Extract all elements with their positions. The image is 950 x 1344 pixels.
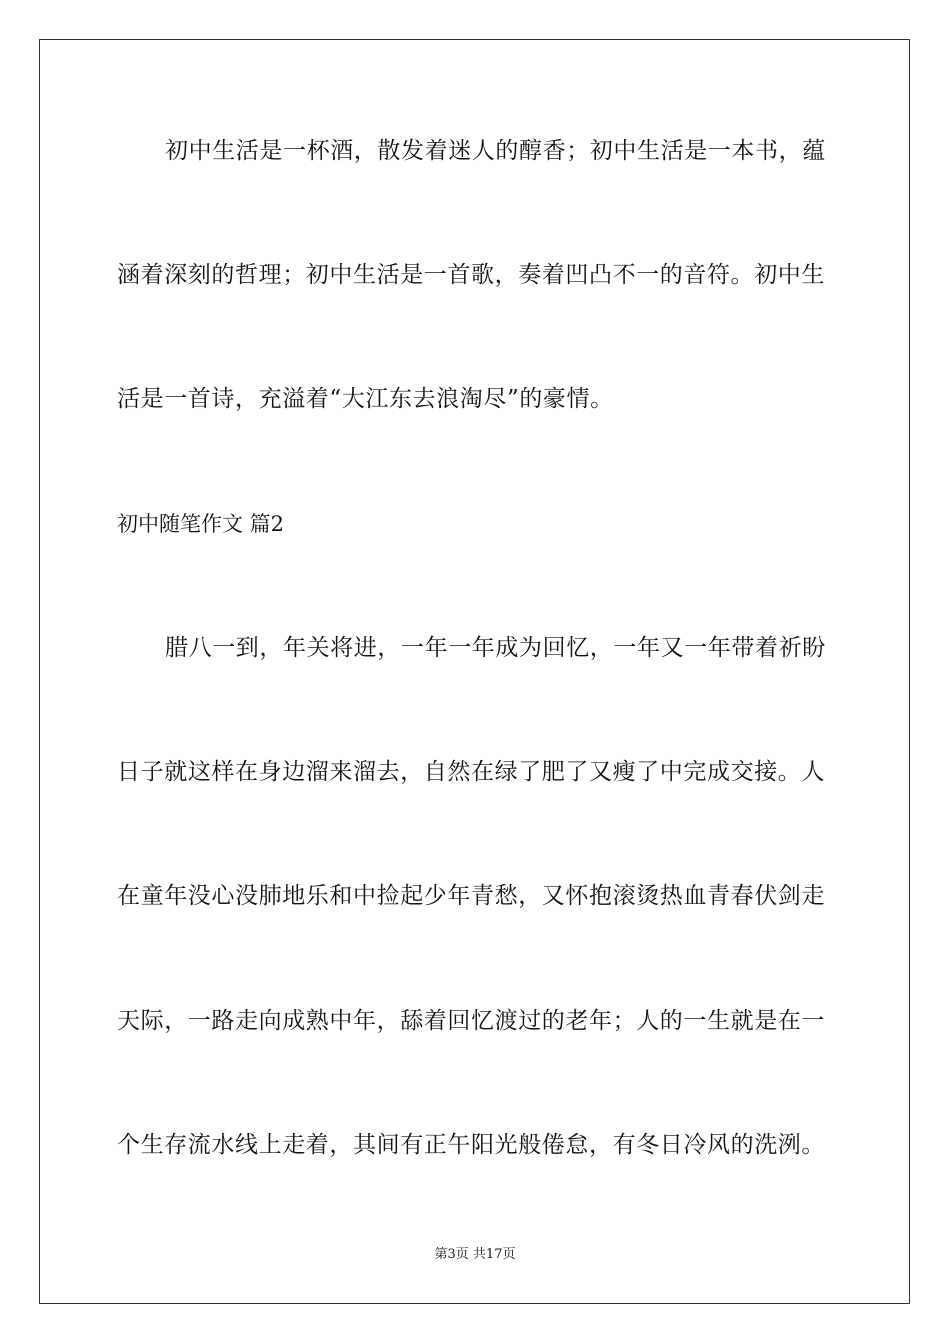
- page-footer: 第3页 共17页: [434, 1247, 516, 1262]
- paragraph2-line-5: 个生存流水线上走着，其间有正午阳光般倦怠，有冬日冷风的洗洌。: [117, 1132, 825, 1158]
- paragraph1-line-2: 涵着深刻的哲理；初中生活是一首歌，奏着凹凸不一的音符。初中生: [117, 262, 825, 288]
- page-border: [39, 39, 910, 1304]
- paragraph2-line-1: 腊八一到，年关将进，一年一年成为回忆，一年又一年带着祈盼: [165, 635, 826, 661]
- paragraph1-line-3: 活是一首诗，充溢着“大江东去浪淘尽”的豪情。: [117, 386, 614, 412]
- section-heading: 初中随笔作文 篇2: [117, 512, 285, 536]
- paragraph1-line-1: 初中生活是一杯酒，散发着迷人的醇香；初中生活是一本书，蕴: [165, 138, 826, 164]
- paragraph2-line-2: 日子就这样在身边溜来溜去，自然在绿了肥了又瘦了中完成交接。人: [117, 759, 825, 785]
- paragraph2-line-4: 天际，一路走向成熟中年，舔着回忆渡过的老年；人的一生就是在一: [117, 1008, 825, 1034]
- paragraph2-line-3: 在童年没心没肺地乐和中捡起少年青愁，又怀抱滚烫热血青春伏剑走: [117, 883, 825, 909]
